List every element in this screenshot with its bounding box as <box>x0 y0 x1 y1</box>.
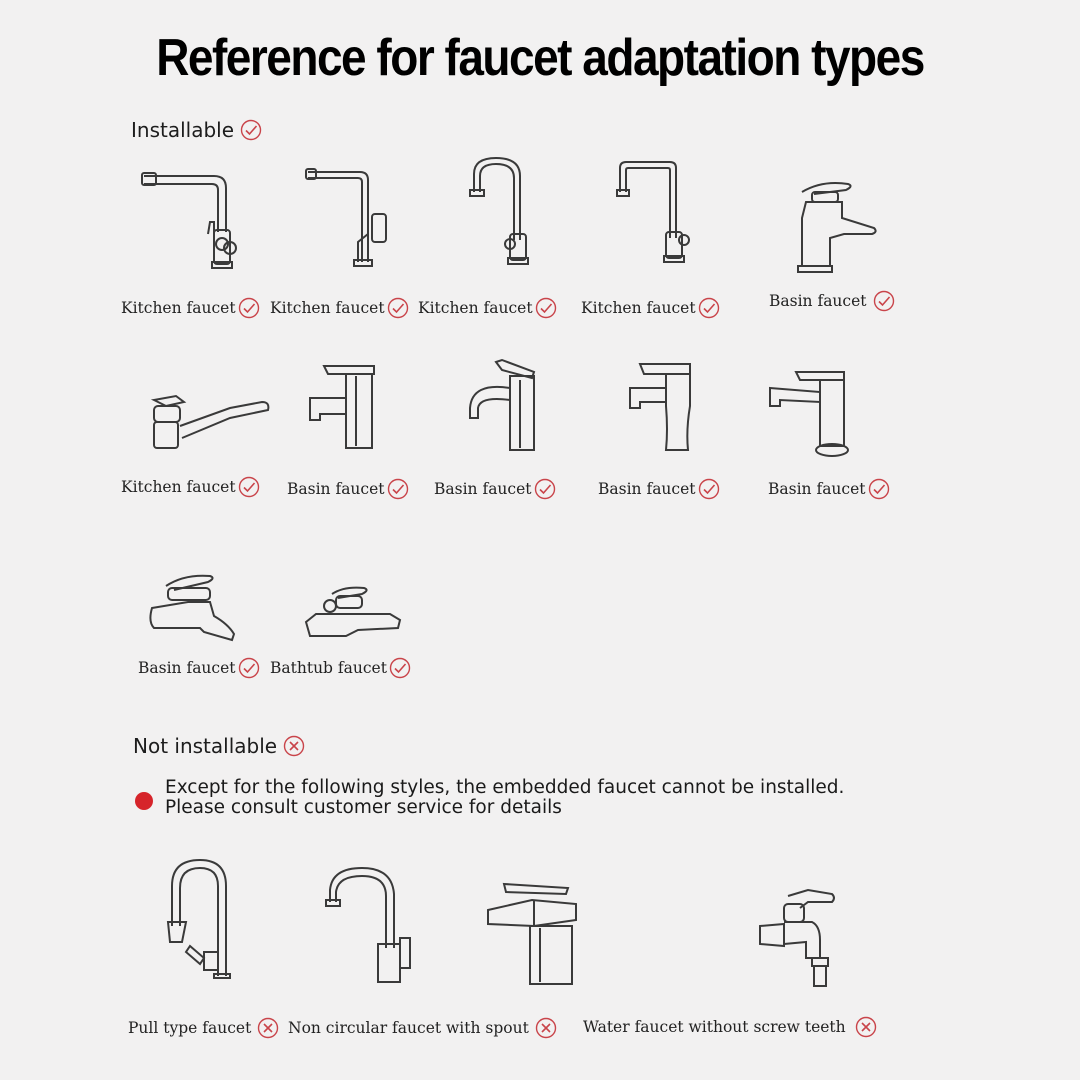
check-circle-icon <box>387 478 409 500</box>
caption-text: Basin faucet <box>768 480 866 498</box>
check-circle-icon <box>868 478 890 500</box>
cross-circle-icon <box>535 1017 557 1039</box>
basin-faucet-icon <box>792 178 884 276</box>
waterfall-faucet-icon <box>484 880 580 988</box>
kitchen-faucet-icon <box>138 162 248 274</box>
caption-basin-faucet <box>434 478 556 500</box>
caption-kitchen-faucet <box>121 297 260 319</box>
caption-bathtub-faucet <box>270 657 411 679</box>
caption-kitchen-faucet <box>270 297 409 319</box>
notice-text <box>165 778 844 818</box>
caption-text: Water faucet without screw teeth <box>583 1018 846 1036</box>
pull-type-faucet-icon <box>160 856 236 980</box>
check-circle-icon <box>698 297 720 319</box>
kitchen-faucet-icon <box>612 158 692 270</box>
caption-text: Kitchen faucet <box>581 299 696 317</box>
basin-faucet-icon <box>462 358 542 454</box>
caption-text: Basin faucet <box>769 292 867 310</box>
caption-non-circular-faucet <box>288 1017 557 1039</box>
kitchen-faucet-icon <box>462 152 542 272</box>
caption-text: Kitchen faucet <box>121 299 236 317</box>
check-circle-icon <box>240 119 262 141</box>
caption-basin-faucet <box>769 290 895 312</box>
notice-line-1: Except for the following styles, the embedded faucet cannot be installed. <box>165 777 845 798</box>
basin-faucet-icon <box>306 362 380 454</box>
caption-text: Kitchen faucet <box>270 299 385 317</box>
notice-line-2: Please consult customer service for details <box>165 797 562 818</box>
caption-basin-faucet <box>598 478 720 500</box>
basin-faucet-icon <box>626 360 698 456</box>
caption-water-tap <box>583 1016 877 1038</box>
water-tap-icon <box>756 886 838 990</box>
caption-text: Kitchen faucet <box>121 478 236 496</box>
caption-text: Bathtub faucet <box>270 659 387 677</box>
caption-text: Kitchen faucet <box>418 299 533 317</box>
bathtub-faucet-icon <box>302 586 406 644</box>
basin-faucet-icon <box>144 572 240 644</box>
check-circle-icon <box>873 290 895 312</box>
not-installable-label <box>133 734 305 758</box>
notice <box>135 778 844 818</box>
caption-text: Non circular faucet with spout <box>288 1019 529 1037</box>
caption-basin-faucet <box>768 478 890 500</box>
check-circle-icon <box>389 657 411 679</box>
cross-circle-icon <box>257 1017 279 1039</box>
caption-kitchen-faucet <box>418 297 557 319</box>
cross-circle-icon <box>283 735 305 757</box>
non-circular-faucet-icon <box>322 864 416 988</box>
kitchen-faucet-icon <box>302 162 392 274</box>
installable-label-text: Installable <box>131 118 235 142</box>
caption-text: Basin faucet <box>434 480 532 498</box>
cross-circle-icon <box>855 1016 877 1038</box>
red-dot-icon <box>135 792 153 810</box>
caption-kitchen-faucet <box>121 476 260 498</box>
kitchen-faucet-icon <box>150 390 274 452</box>
check-circle-icon <box>238 297 260 319</box>
check-circle-icon <box>698 478 720 500</box>
caption-basin-faucet <box>287 478 409 500</box>
caption-text: Basin faucet <box>138 659 236 677</box>
caption-text: Basin faucet <box>287 480 385 498</box>
not-installable-label-text: Not installable <box>133 734 278 758</box>
basin-faucet-icon <box>766 368 856 460</box>
caption-kitchen-faucet <box>581 297 720 319</box>
caption-text: Basin faucet <box>598 480 696 498</box>
check-circle-icon <box>535 297 557 319</box>
check-circle-icon <box>238 657 260 679</box>
caption-basin-faucet <box>138 657 260 679</box>
check-circle-icon <box>238 476 260 498</box>
check-circle-icon <box>534 478 556 500</box>
caption-text: Pull type faucet <box>128 1019 252 1037</box>
installable-label <box>131 118 262 142</box>
page-title: Reference for faucet adaptation types <box>156 27 924 87</box>
caption-pull-type-faucet <box>128 1017 279 1039</box>
check-circle-icon <box>387 297 409 319</box>
